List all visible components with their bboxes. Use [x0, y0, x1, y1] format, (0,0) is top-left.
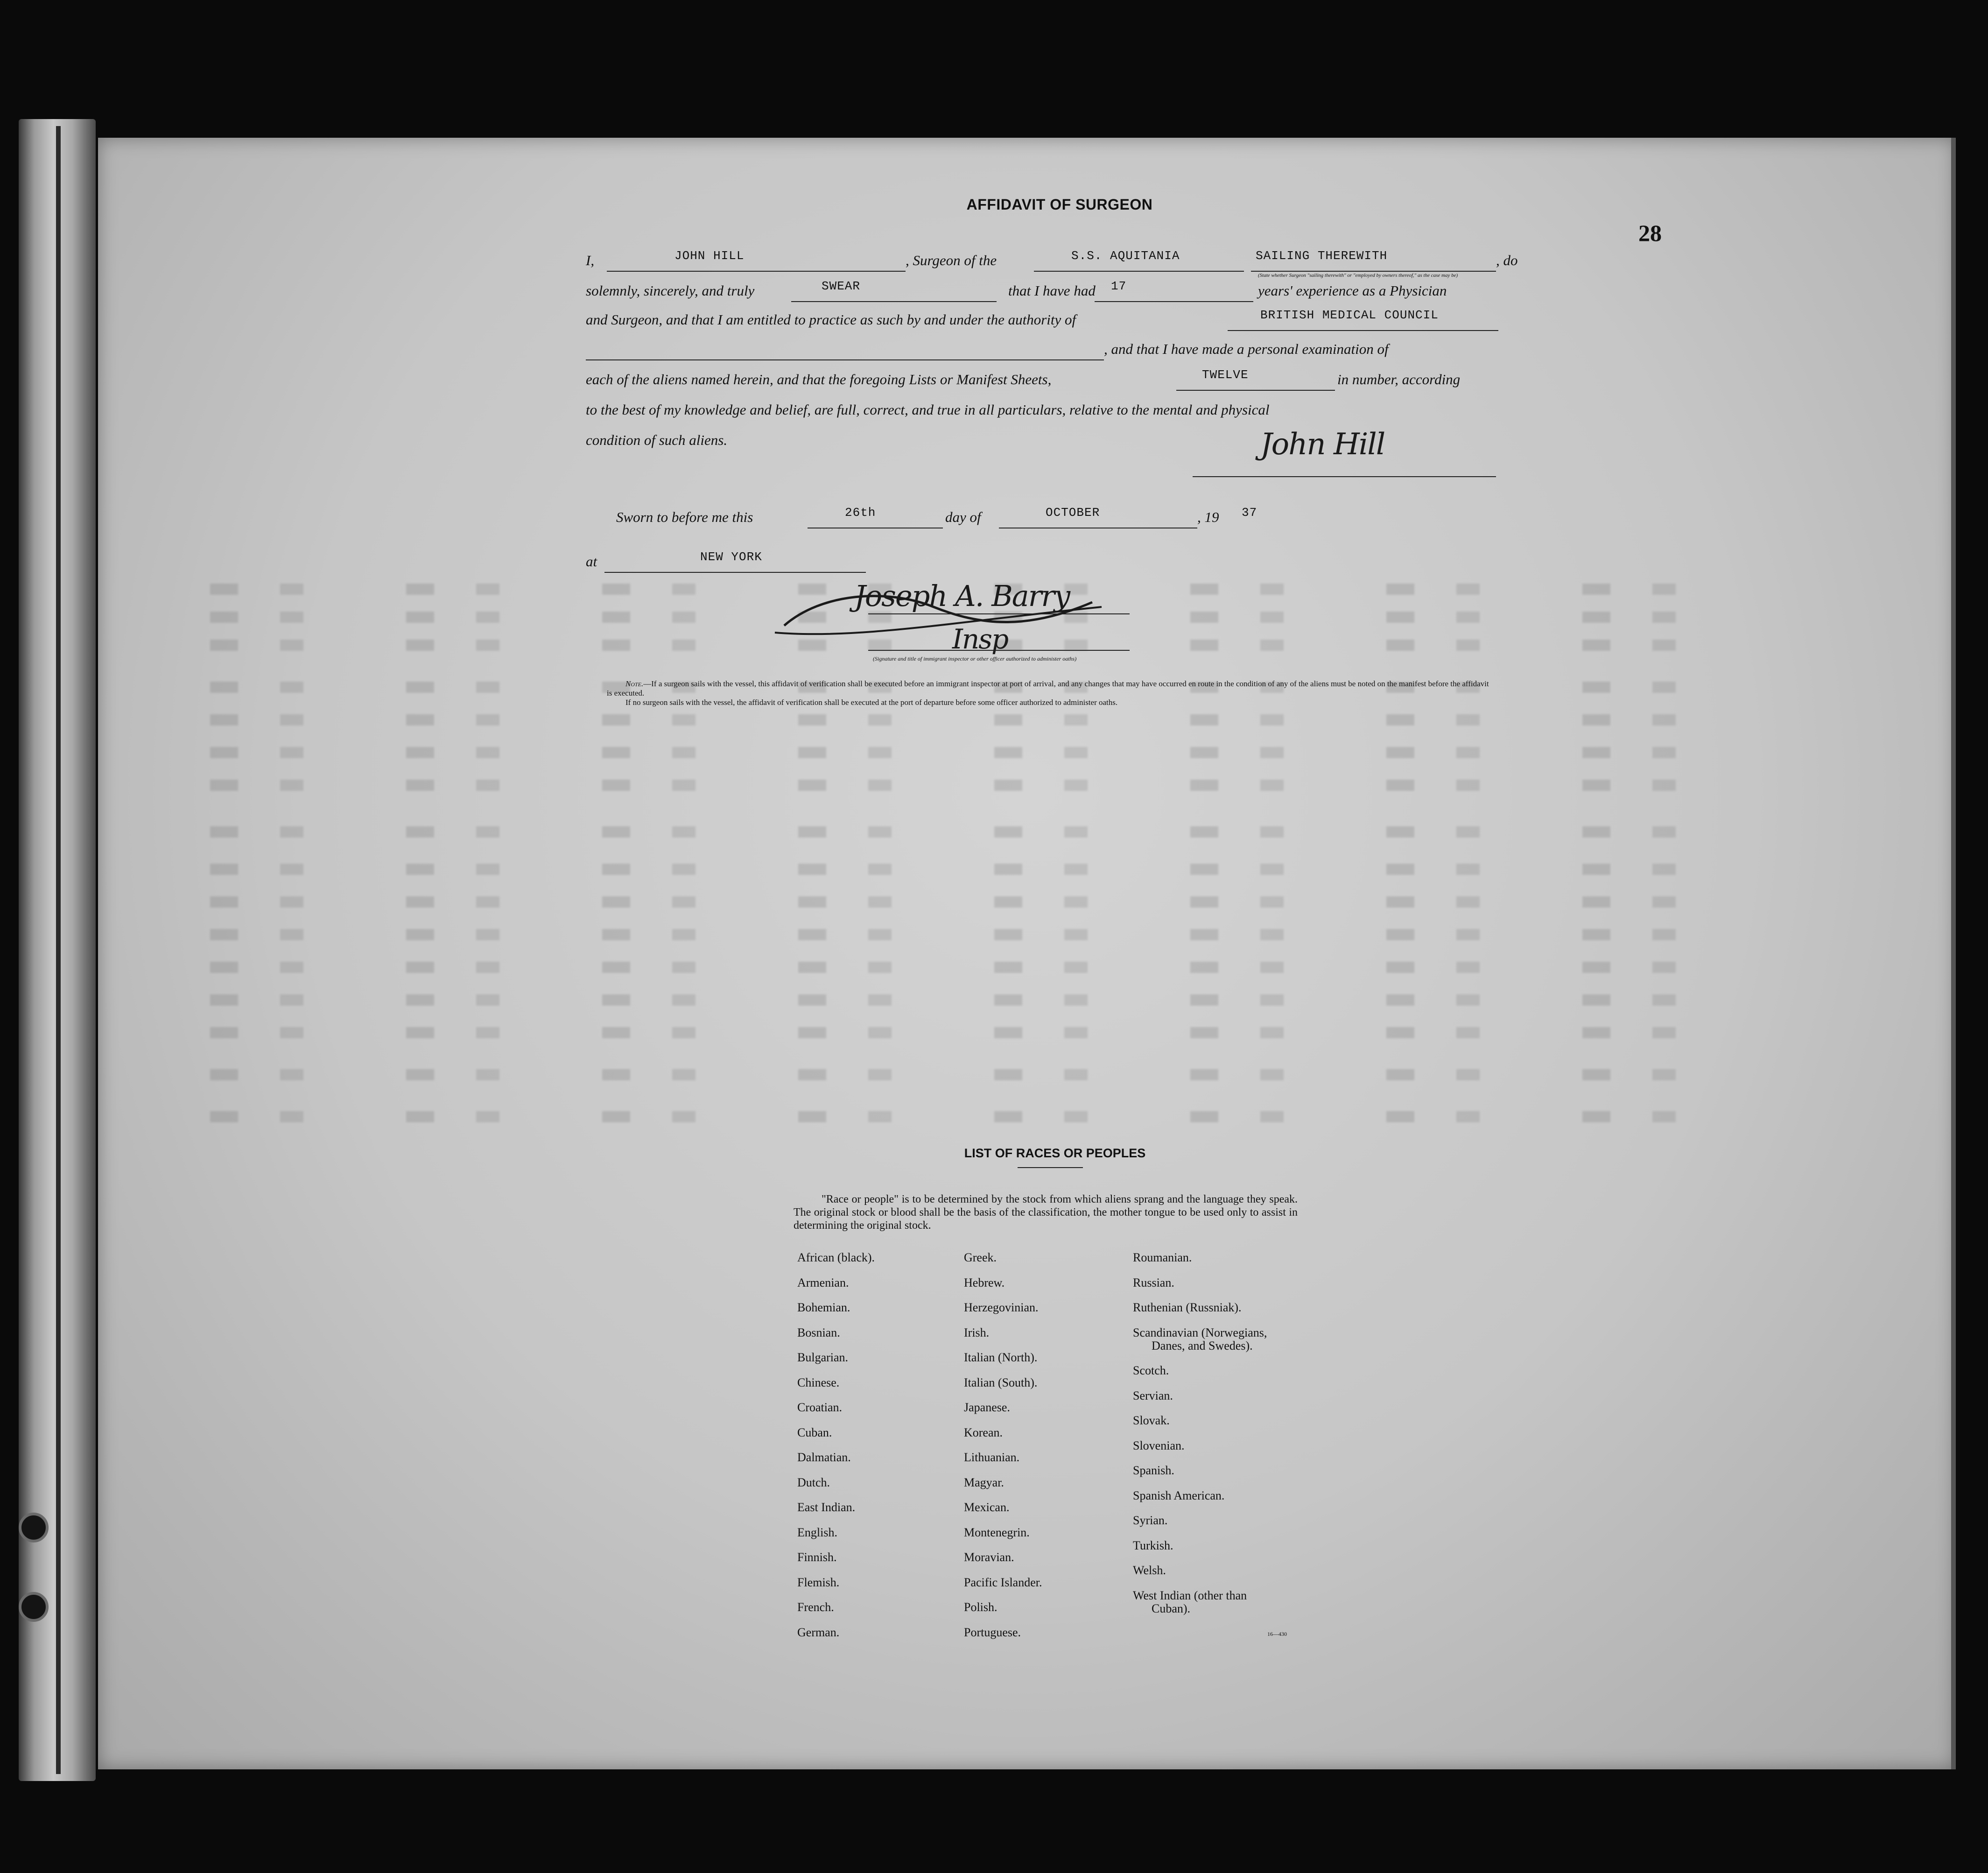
- years-experience: 17: [1111, 279, 1127, 293]
- line5-suffix: in number, according: [1337, 371, 1461, 387]
- page-number: 28: [1638, 220, 1662, 246]
- race-item: Slovenian.: [1133, 1438, 1185, 1452]
- race-item: Russian.: [1133, 1275, 1174, 1289]
- race-item: West Indian (other than: [1133, 1588, 1247, 1602]
- race-item: Scandinavian (Norwegians,: [1133, 1325, 1267, 1339]
- form-number: 16—430: [1267, 1631, 1287, 1637]
- note-text-2: If no surgeon sails with the vessel, the affidavit of verification shall be executed at the port of departure before some officer authorized to administer oaths.: [625, 698, 1118, 707]
- race-item: Roumanian.: [1133, 1251, 1192, 1264]
- surgeon-name-blank: [607, 252, 906, 272]
- race-item: Bulgarian.: [797, 1351, 849, 1364]
- race-item: Moravian.: [964, 1550, 1014, 1564]
- note-label: Note.: [625, 679, 644, 688]
- races-title-rule: [1018, 1167, 1083, 1168]
- race-item: Pacific Islander.: [964, 1575, 1042, 1589]
- race-item: Greek.: [964, 1251, 997, 1264]
- line1-suffix: , do: [1496, 252, 1518, 268]
- punch-hole: [19, 1592, 49, 1622]
- race-item: Turkish.: [1133, 1538, 1173, 1552]
- race-item: French.: [797, 1600, 834, 1614]
- sworn-place: NEW YORK: [700, 550, 762, 564]
- line3-prefix: and Surgeon, and that I am entitled to practice as such by and under the authority of: [586, 311, 1076, 328]
- race-item: Japanese.: [964, 1401, 1010, 1414]
- race-item: Flemish.: [797, 1575, 840, 1589]
- signature-caption: (Signature and title of immigrant inspector or other officer authorized to administer oaths): [873, 655, 1077, 662]
- line1-mid: , Surgeon of the: [906, 252, 997, 268]
- line5-prefix: each of the aliens named herein, and that the foregoing Lists or Manifest Sheets,: [586, 371, 1052, 387]
- inspector-signature: Joseph A. Barry: [854, 579, 1070, 613]
- race-item: Herzegovinian.: [964, 1301, 1039, 1314]
- race-item: East Indian.: [797, 1500, 856, 1514]
- race-item: Armenian.: [797, 1275, 849, 1289]
- binder-edge: [56, 126, 61, 1774]
- page-edge: [1951, 138, 1956, 1769]
- race-item: Portuguese.: [964, 1625, 1021, 1639]
- punch-hole: [19, 1513, 49, 1542]
- sailing-note: (State whether Surgeon "sailing therewith" or "employed by owners thereof," as the case may be): [1258, 273, 1458, 278]
- note-paragraph: [607, 679, 1494, 707]
- race-item: Korean.: [964, 1425, 1003, 1439]
- sheet-count-blank: [1176, 371, 1335, 391]
- line2-mid: that I have had: [1008, 282, 1096, 299]
- line6: to the best of my knowledge and belief, are full, correct, and true in all particulars, relative to the mental and physical: [586, 401, 1270, 418]
- race-item: Montenegrin.: [964, 1525, 1030, 1539]
- authority-continuation-blank: [586, 341, 1104, 360]
- race-item: Welsh.: [1133, 1563, 1166, 1577]
- sworn-day: 26th: [845, 506, 876, 520]
- inspector-signature-line: [868, 598, 1130, 614]
- race-item: African (black).: [797, 1251, 875, 1264]
- line1-prefix: I,: [586, 252, 595, 268]
- surgeon-signature-line: [1193, 458, 1496, 477]
- affidavit-title: AFFIDAVIT OF SURGEON: [966, 196, 1153, 213]
- sailing-status: SAILING THEREWITH: [1256, 249, 1388, 263]
- vessel-name: S.S. AQUITANIA: [1071, 249, 1180, 263]
- race-item: Scotch.: [1133, 1364, 1169, 1377]
- oath-word: SWEAR: [822, 279, 861, 293]
- race-item: Syrian.: [1133, 1514, 1168, 1527]
- race-item: English.: [797, 1525, 837, 1539]
- day-of-label: day of: [945, 509, 981, 525]
- race-item: Spanish.: [1133, 1464, 1174, 1477]
- inspector-title-line: [868, 634, 1130, 651]
- race-item: Magyar.: [964, 1475, 1004, 1489]
- race-item: Finnish.: [797, 1550, 837, 1564]
- race-item: Dalmatian.: [797, 1451, 851, 1464]
- race-item: Chinese.: [797, 1375, 840, 1389]
- race-item: Mexican.: [964, 1500, 1010, 1514]
- race-item: Irish.: [964, 1325, 990, 1339]
- line4-suffix: , and that I have made a personal examination of: [1104, 341, 1389, 357]
- note-text-1: —If a surgeon sails with the vessel, this affidavit of verification shall be executed before an immigrant inspector at port of arrival, and any changes that may have occurred en route in the condition of any of the aliens must be noted on the manifest before the affidavit is executed.: [607, 679, 1489, 697]
- race-item: Bohemian.: [797, 1301, 850, 1314]
- sheet-count: TWELVE: [1202, 368, 1249, 382]
- line2-suffix: years' experience as a Physician: [1258, 282, 1447, 299]
- race-item: Cuban.: [797, 1425, 832, 1439]
- line2-prefix: solemnly, sincerely, and truly: [586, 282, 755, 299]
- sworn-month: OCTOBER: [1046, 506, 1100, 520]
- race-item: German.: [797, 1625, 840, 1639]
- race-item: Cuban).: [1152, 1601, 1191, 1615]
- sworn-year: 37: [1242, 506, 1257, 520]
- at-label: at: [586, 553, 597, 570]
- race-item: Ruthenian (Russniak).: [1133, 1301, 1242, 1314]
- race-item: Slovak.: [1133, 1414, 1170, 1427]
- surgeon-signature: John Hill: [1260, 427, 1385, 462]
- races-title: LIST OF RACES OR PEOPLES: [964, 1146, 1146, 1160]
- race-item: Dutch.: [797, 1475, 830, 1489]
- year-prefix: , 19: [1197, 509, 1219, 525]
- authority-name: BRITISH MEDICAL COUNCIL: [1260, 308, 1439, 322]
- race-item: Italian (South).: [964, 1375, 1038, 1389]
- inspector-title: Insp: [952, 623, 1008, 655]
- sworn-prefix: Sworn to before me this: [616, 509, 753, 525]
- race-item: Lithuanian.: [964, 1451, 1020, 1464]
- line7: condition of such aliens.: [586, 432, 728, 448]
- race-item: Danes, and Swedes).: [1152, 1338, 1253, 1352]
- race-item: Italian (North).: [964, 1351, 1038, 1364]
- race-item: Hebrew.: [964, 1275, 1005, 1289]
- race-item: Spanish American.: [1133, 1488, 1225, 1502]
- race-item: Polish.: [964, 1600, 998, 1614]
- race-item: Bosnian.: [797, 1325, 840, 1339]
- surgeon-name: JOHN HILL: [674, 249, 745, 263]
- race-item: Servian.: [1133, 1388, 1173, 1402]
- race-item: Croatian.: [797, 1401, 843, 1414]
- races-intro: "Race or people" is to be determined by the stock from which aliens sprang and the language they speak. The original stock or blood shall be the basis of the classification, the mother tongue to be used only to assist in determining the original stock.: [794, 1193, 1298, 1232]
